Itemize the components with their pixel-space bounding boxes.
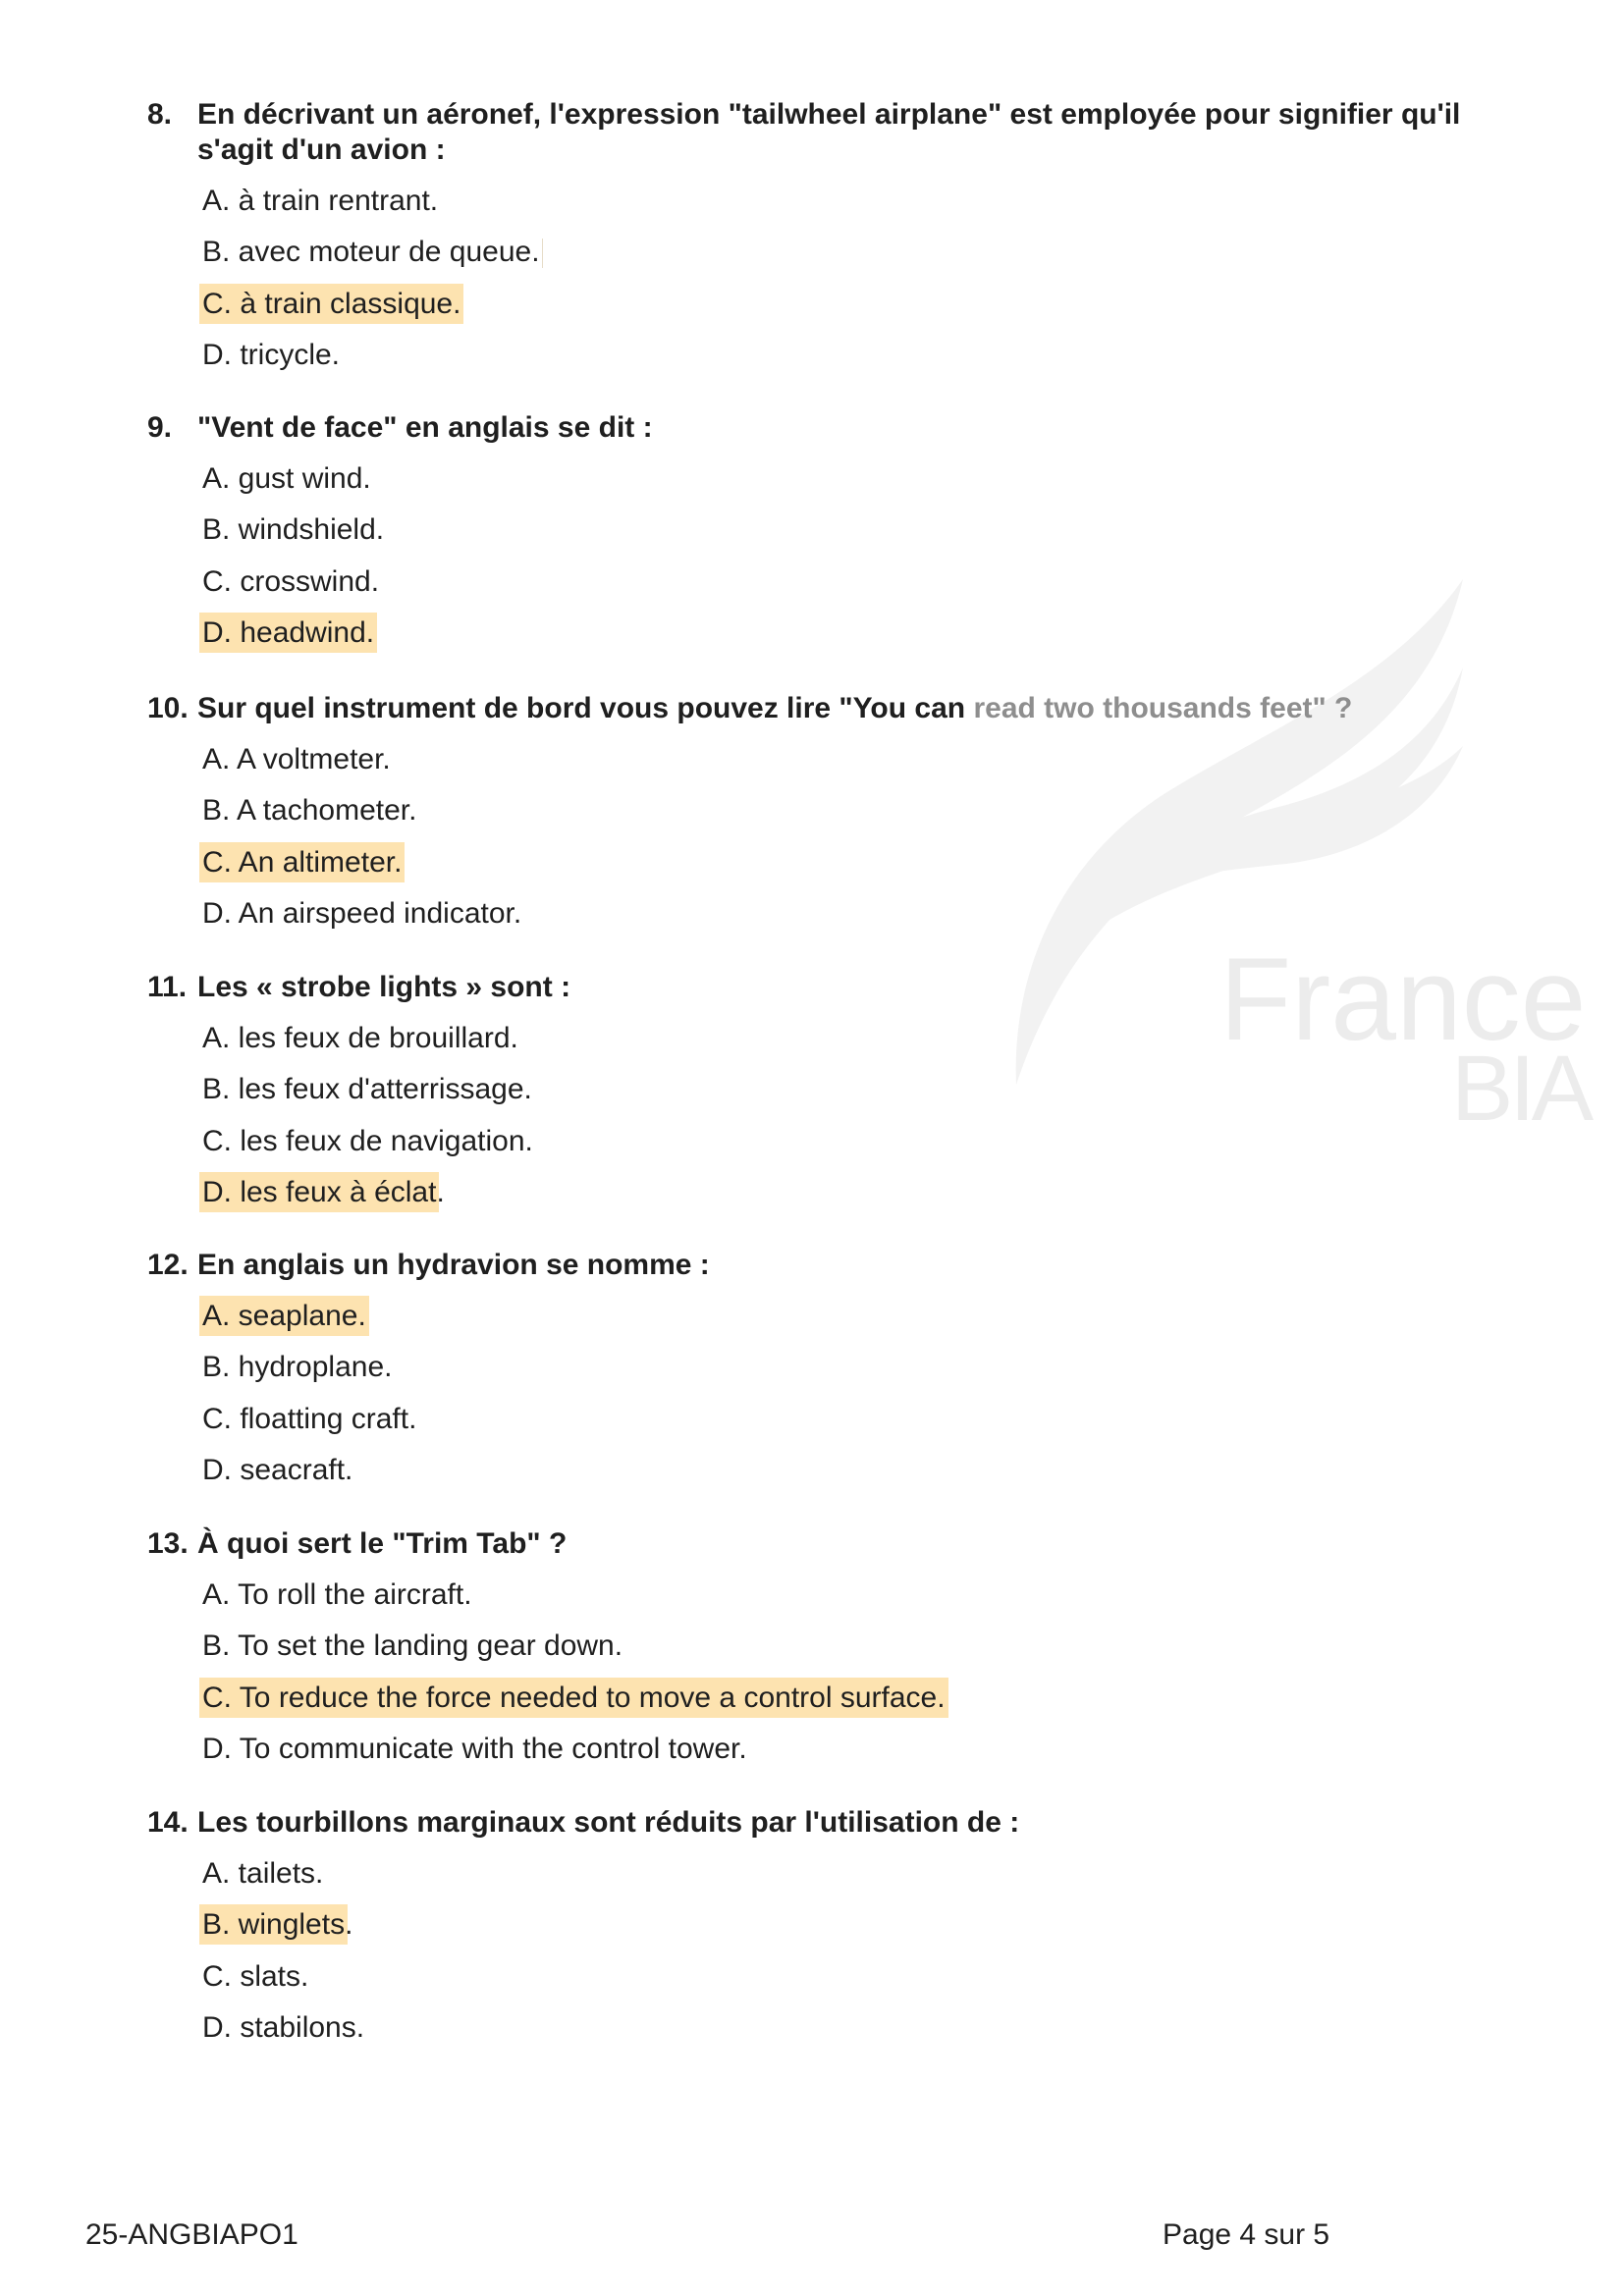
- answer-highlight: A. seaplane.: [199, 1296, 369, 1336]
- watermark-brand-bia: BIA: [1451, 1037, 1591, 1141]
- question-11-number: 11.: [147, 971, 188, 1003]
- question-8-text-line-2: s'agit d'un avion :: [197, 133, 446, 166]
- option-14c: C. slats.: [202, 1959, 309, 1993]
- option-11d-answer: [202, 1167, 1581, 1218]
- question-11-text: Les « strobe lights » sont :: [197, 971, 571, 1003]
- option-12b: B. hydroplane.: [202, 1351, 393, 1384]
- question-12-options: [147, 1291, 1581, 1496]
- question-12: [147, 1248, 1581, 1496]
- question-9-text: "Vent de face" en anglais se dit :: [197, 411, 653, 444]
- question-13-number: 13.: [147, 1527, 189, 1560]
- option-10d: D. An airspeed indicator.: [202, 896, 522, 930]
- question-9-header: [147, 410, 1581, 446]
- question-8: [147, 97, 1581, 381]
- question-11-header: [147, 970, 1581, 1005]
- question-9-number: 9.: [147, 411, 173, 444]
- answer-highlight: C. à train classique.: [199, 284, 463, 324]
- question-10-number: 10.: [147, 692, 189, 724]
- option-9a: A. gust wind.: [202, 462, 371, 495]
- question-8-text-line-1: En décrivant un aéronef, l'expression "tailwheel airplane" est employée pour signifier qu'il: [197, 98, 1461, 131]
- answer-highlight: C. An altimeter.: [199, 842, 405, 882]
- question-8-text: [197, 97, 1581, 168]
- question-12-header: [147, 1248, 1581, 1283]
- question-8-header: [147, 97, 1581, 168]
- option-8d: D. tricycle.: [202, 338, 341, 371]
- question-10: [147, 691, 1581, 939]
- option-13c-answer: [202, 1673, 1581, 1724]
- question-13-text: À quoi sert le "Trim Tab" ?: [197, 1527, 568, 1560]
- selection-mark: [542, 239, 543, 268]
- question-10-text: [197, 691, 1581, 726]
- question-13: [147, 1526, 1581, 1775]
- option-8c-answer: [202, 279, 1581, 330]
- question-14-text: Les tourbillons marginaux sont réduits par l'utilisation de :: [197, 1806, 1020, 1839]
- option-12d: D. seacraft.: [202, 1453, 353, 1486]
- option-11c: C. les feux de navigation.: [202, 1124, 533, 1157]
- question-10-text-main: Sur quel instrument de bord vous pouvez lire "You can: [197, 692, 966, 724]
- question-10-options: [147, 734, 1581, 939]
- answer-highlight: C. To reduce the force needed to move a control surface.: [199, 1678, 948, 1718]
- question-11: [147, 970, 1581, 1218]
- option-13b: B. To set the landing gear down.: [202, 1629, 623, 1663]
- option-9d-answer: [202, 608, 1581, 659]
- question-10-text-muted: read two thousands feet" ?: [973, 692, 1353, 724]
- question-10-header: [147, 691, 1581, 726]
- option-9b: B. windshield.: [202, 513, 385, 547]
- option-14a: A. tailets.: [202, 1857, 324, 1890]
- option-10c-answer: [202, 837, 1581, 888]
- question-13-options: [147, 1570, 1581, 1775]
- answer-highlight: D. les feux à éclat: [199, 1172, 439, 1212]
- option-9c: C. crosswind.: [202, 564, 380, 598]
- option-11a: A. les feux de brouillard.: [202, 1022, 518, 1054]
- option-suffix: .: [345, 1908, 353, 1942]
- option-12c: C. floatting craft.: [202, 1402, 417, 1435]
- question-9-options: [147, 454, 1581, 659]
- option-12a-answer: [202, 1291, 1581, 1342]
- option-14b-answer: [202, 1899, 1581, 1950]
- question-9: [147, 410, 1581, 659]
- option-14d: D. stabilons.: [202, 2010, 365, 2044]
- question-8-options: [147, 176, 1581, 381]
- option-suffix: .: [436, 1175, 445, 1208]
- question-11-options: [147, 1013, 1581, 1218]
- watermark-brand-france: France: [1219, 934, 1587, 1065]
- option-13d: D. To communicate with the control tower.: [202, 1732, 747, 1765]
- question-14-header: [147, 1805, 1581, 1841]
- option-13a: A. To roll the aircraft.: [202, 1578, 472, 1611]
- question-12-text: En anglais un hydravion se nomme :: [197, 1249, 710, 1281]
- footer-page-number: Page 4 sur 5: [1163, 2218, 1330, 2251]
- option-10a: A. A voltmeter.: [202, 743, 391, 775]
- question-8-number: 8.: [147, 98, 173, 131]
- answer-highlight: B. winglets: [199, 1904, 348, 1945]
- footer-doc-code: 25-ANGBIAPO1: [85, 2218, 298, 2251]
- question-12-number: 12.: [147, 1249, 189, 1281]
- option-8a: A. à train rentrant.: [202, 185, 439, 217]
- question-14-options: [147, 1848, 1581, 2054]
- question-14-number: 14.: [147, 1806, 189, 1839]
- option-8b: B. avec moteur de queue.: [202, 227, 1581, 278]
- option-10b: B. A tachometer.: [202, 794, 417, 828]
- question-14: [147, 1805, 1581, 2054]
- option-11b: B. les feux d'atterrissage.: [202, 1073, 532, 1106]
- answer-highlight: D. headwind.: [199, 613, 377, 653]
- question-13-header: [147, 1526, 1581, 1562]
